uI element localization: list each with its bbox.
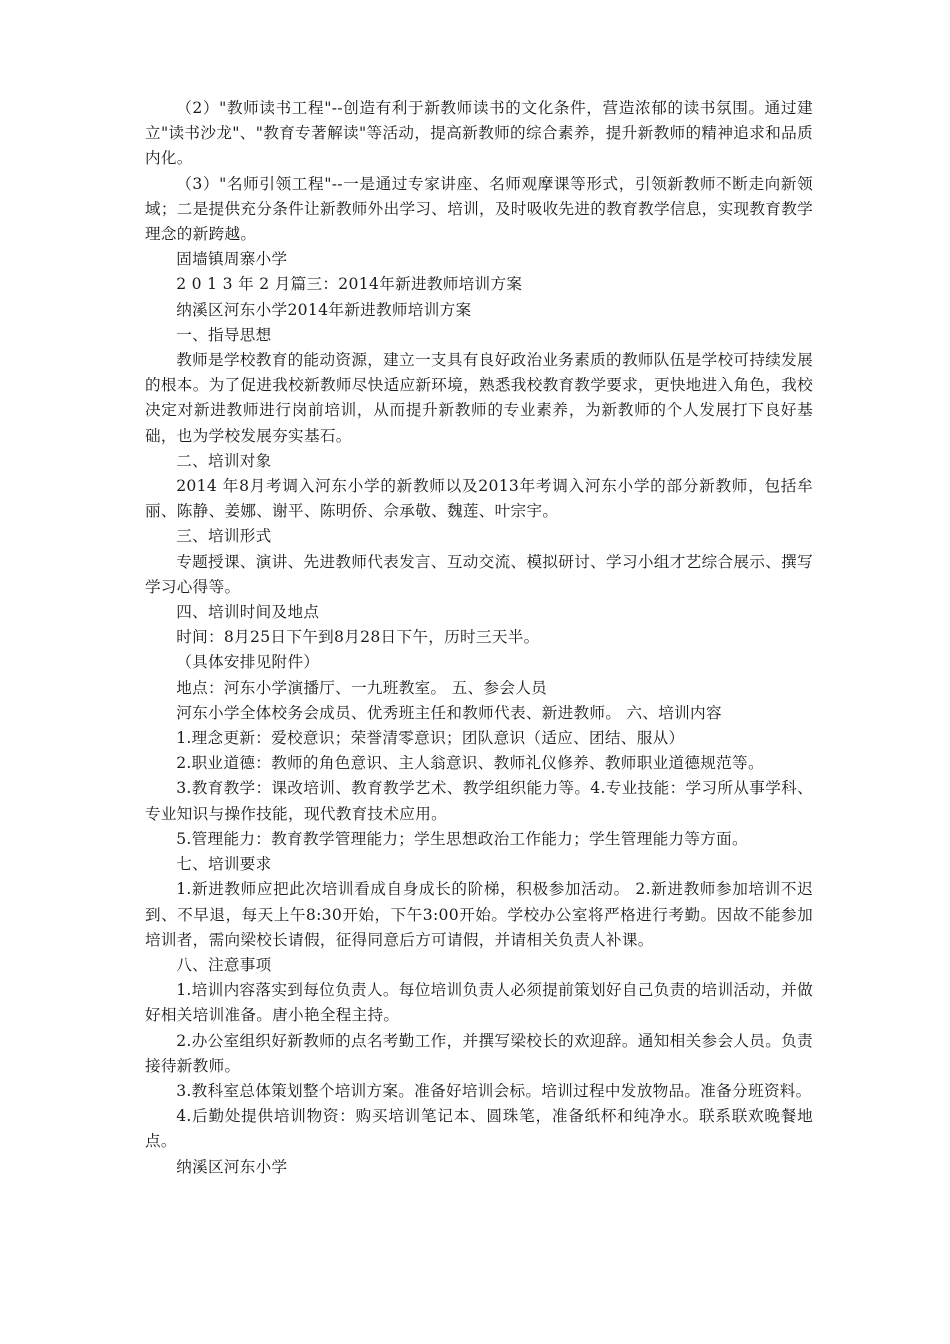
paragraph-participants: 河东小学全体校务会成员、优秀班主任和教师代表、新进教师。 六、培训内容 [176, 703, 722, 722]
content-item-2: 2.职业道德：教师的角色意识、主人翁意识、教师礼仪修养、教师职业道德规范等。 [176, 754, 764, 773]
paragraph-schedule-note: （具体安排见附件） [176, 653, 320, 672]
paragraph-training-time: 时间：8月25日下午到8月28日下午，历时三天半。 [176, 628, 540, 647]
school-signature-hedong: 纳溪区河东小学 [176, 1157, 288, 1176]
section-heading-time-and-place: 四、培训时间及地点 [176, 603, 320, 622]
paragraph-training-targets: 2014 年8月考调入河东小学的新教师以及2013年考调入河东小学的部分新教师，包括牟丽、陈静、姜娜、谢平、陈明侨、佘承敬、魏莲、叶宗宇。 [145, 477, 813, 521]
paragraph-famous-teacher-project: （3）"名师引领工程"--一是通过专家讲座、名师观摩课等形式，引领新教师不断走向新领域；二是提供充分条件让新教师外出学习、培训，及时吸收先进的教育教学信息，实现教育教学理念的新跨越。 [145, 174, 813, 244]
paragraph-training-place: 地点：河东小学演播厅、一九班教室。 五、参会人员 [176, 678, 548, 697]
content-item-5: 5.管理能力：教育教学管理能力；学生思想政治工作能力；学生管理能力等方面。 [176, 829, 748, 848]
section-heading-requirements: 七、培训要求 [176, 855, 272, 874]
content-item-3-4: 3.教育教学：课改培训、教育教学艺术、教学组织能力等。4.专业技能：学习所从事学科、专业知识与操作技能，现代教育技术应用。 [145, 779, 813, 823]
document-body [145, 96, 813, 1180]
content-item-1: 1.理念更新：爱校意识；荣誉清零意识；团队意识（适应、团结、服从） [176, 729, 685, 748]
note-item-2: 2.办公室组织好新教师的点名考勤工作，并撰写梁校长的欢迎辞。通知相关参会人员。负责接待新教师。 [145, 1031, 813, 1075]
section-heading-guiding-ideology: 一、指导思想 [176, 325, 272, 344]
paragraph-guiding-ideology: 教师是学校教育的能动资源，建立一支具有良好政治业务素质的教师队伍是学校可持续发展的根本。为了促进我校新教师尽快适应新环境，熟悉我校教育教学要求，更快地进入角色，我校决定对新进教师进行岗前培训，从而提升新教师的专业素养，为新教师的个人发展打下良好基础，也为学校发展夯实基石。 [145, 351, 813, 445]
section-heading-notes: 八、注意事项 [176, 955, 272, 974]
paragraph-requirements: 1.新进教师应把此次培训看成自身成长的阶梯，积极参加活动。 2.新进教师参加培训不迟到、不早退，每天上午8:30开始，下午3:00开始。学校办公室将严格进行考勤。因故不能参加培训者，需向梁校长请假，征得同意后方可请假，并请相关负责人补课。 [145, 880, 813, 949]
paragraph-training-format: 专题授课、演讲、先进教师代表发言、互动交流、模拟研讨、学习小组才艺综合展示、撰写学习心得等。 [145, 552, 813, 596]
section-heading-training-format: 三、培训形式 [176, 527, 272, 546]
school-signature-zhouzhai: 固墙镇周寨小学 [176, 250, 288, 269]
note-item-1: 1.培训内容落实到每位负责人。每位培训负责人必须提前策划好自己负责的培训活动，并做好相关培训准备。唐小艳全程主持。 [145, 981, 813, 1025]
plan-title: 纳溪区河东小学2014年新进教师培训方案 [176, 300, 472, 319]
section-heading-training-targets: 二、培训对象 [176, 451, 272, 470]
paragraph-teacher-reading-project: （2）"教师读书工程"--创造有利于新教师读书的文化条件，营造浓郁的读书氛围。通过建立"读书沙龙"、"教育专著解读"等活动，提高新教师的综合素养，提升新教师的精神追求和品质内化。 [145, 99, 813, 168]
note-item-3: 3.教科室总体策划整个培训方案。准备好培训会标。培训过程中发放物品。准备分班资料。 [176, 1081, 812, 1100]
note-item-4: 4.后勤处提供培训物资：购买培训笔记本、圆珠笔，准备纸杯和纯净水。联系联欢晚餐地点。 [145, 1107, 813, 1151]
date-and-article-title: 2 0 1 3 年 2 月篇三：2014年新进教师培训方案 [176, 275, 523, 294]
